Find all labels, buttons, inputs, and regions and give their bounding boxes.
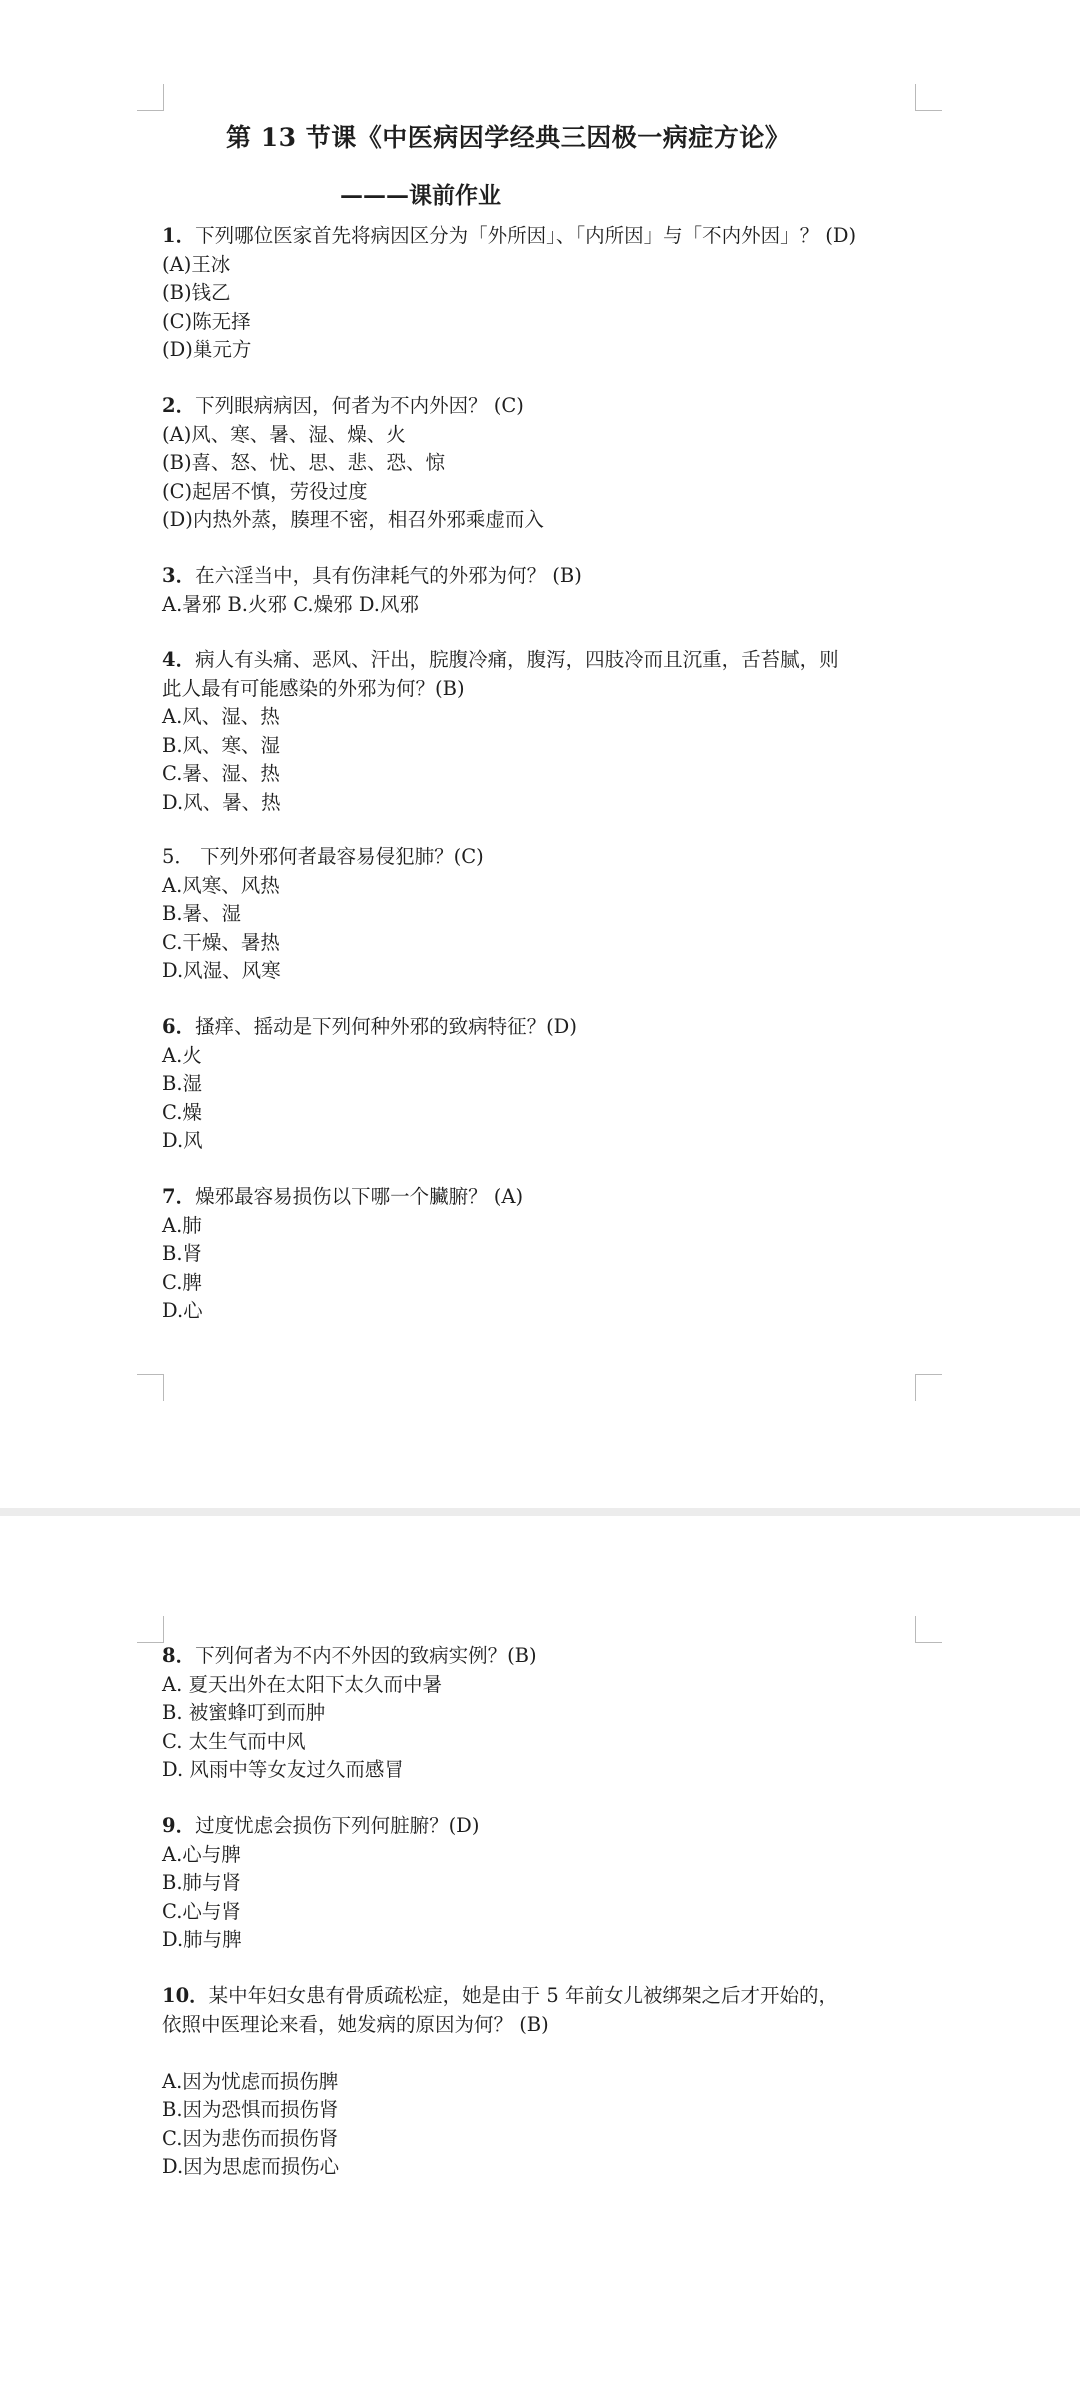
question-text: 过度忧虑会损伤下列何脏腑？(D) <box>195 1814 480 1837</box>
option: C.脾 <box>162 1270 202 1294</box>
question-6-stem <box>162 1013 942 1042</box>
option: B. 被蜜蜂叮到而肿 <box>162 1701 326 1724</box>
question-number: 10． <box>162 1984 209 2007</box>
option: (C)起居不慎，劳役过度 <box>162 479 368 503</box>
question-text: 下列外邪何者最容易侵犯肺？(C) <box>193 845 484 868</box>
question-number: 7． <box>162 1185 196 1208</box>
option: A.风、湿、热 <box>162 705 280 728</box>
question-text: 搔痒、摇动是下列何种外邪的致病特征？(D) <box>195 1015 577 1038</box>
question-number: 8． <box>162 1644 196 1667</box>
option: A.因为忧虑而损伤脾 <box>162 2069 339 2093</box>
document-subtitle: ———课前作业 <box>340 182 501 209</box>
option: (A)风、寒、暑、湿、燥、火 <box>162 422 406 446</box>
question-text: 下列何者为不内不外因的致病实例？(B) <box>195 1644 537 1667</box>
question-text: 下列眼病病因，何者为不内外因？ (C) <box>195 394 524 417</box>
question-4 <box>162 646 942 817</box>
option: (D)内热外蒸，腠理不密，相召外邪乘虚而入 <box>162 508 544 531</box>
option: C.心与肾 <box>162 1899 241 1923</box>
question-4-stem <box>162 646 942 675</box>
question-10-stem-continued: 依照中医理论来看，她发病的原因为何？ (B) <box>162 2012 549 2036</box>
question-text: 燥邪最容易损伤以下哪一个臟腑？ (A) <box>195 1185 524 1208</box>
question-number: 4． <box>162 648 196 671</box>
option: (D)巢元方 <box>162 338 252 361</box>
option: D.肺与脾 <box>162 1928 242 1951</box>
question-3-stem <box>162 562 942 591</box>
option: D.风湿、风寒 <box>162 959 281 982</box>
crop-mark-top-left <box>137 84 164 111</box>
question-3 <box>162 562 942 619</box>
option: B.肾 <box>162 1242 203 1265</box>
option: A.心与脾 <box>162 1842 241 1866</box>
question-number: 1． <box>162 224 196 247</box>
question-text: 下列哪位医家首先将病因区分为「外所因」、「内所因」与「不内外因」？ (D) <box>195 224 857 247</box>
question-number: 3． <box>162 564 196 587</box>
crop-mark-top-right <box>915 1616 942 1643</box>
option: A. 夏天出外在太阳下太久而中暑 <box>162 1672 442 1696</box>
option: B.因为恐惧而损伤肾 <box>162 2098 339 2121</box>
option: C.干燥、暑热 <box>162 930 280 954</box>
question-7 <box>162 1183 942 1326</box>
option: D.风、暑、热 <box>162 790 281 814</box>
question-9-stem <box>162 1812 942 1841</box>
question-8 <box>162 1642 942 1785</box>
document-page-2 <box>0 1516 1080 2400</box>
question-2 <box>162 392 942 535</box>
option: C.燥 <box>162 1100 202 1124</box>
document-title: 第 13 节课《中医病因学经典三因极一病症方论》 <box>226 123 791 152</box>
crop-mark-bottom-left <box>137 1374 164 1401</box>
blank-line <box>162 2039 942 2068</box>
option: C.因为悲伤而损伤肾 <box>162 2126 339 2150</box>
question-number: 5． <box>162 845 194 868</box>
option: D.因为思虑而损伤心 <box>162 2155 340 2178</box>
option: A.风寒、风热 <box>162 873 280 897</box>
option: B.风、寒、湿 <box>162 733 281 757</box>
question-6 <box>162 1013 942 1156</box>
option: (C)陈无择 <box>162 309 251 333</box>
option: C.暑、湿、热 <box>162 762 280 785</box>
question-text: 某中年妇女患有骨质疏松症，她是由于 5 年前女儿被绑架之后才开始的， <box>208 1984 838 2007</box>
question-number: 9． <box>162 1814 196 1837</box>
question-10-stem <box>162 1982 942 2011</box>
question-7-stem <box>162 1183 942 1212</box>
question-5-stem <box>162 843 942 872</box>
question-text: 病人有头痛、恶风、汗出，脘腹冷痛，腹泻，四肢冷而且沉重，舌苔腻，则 <box>195 648 839 671</box>
option: A.肺 <box>162 1213 202 1237</box>
question-number: 6． <box>162 1015 196 1038</box>
question-9 <box>162 1812 942 1955</box>
option: D. 风雨中等女友过久而感冒 <box>162 1758 404 1781</box>
option: (B)钱乙 <box>162 281 231 304</box>
page-separator <box>0 1508 1080 1516</box>
question-1-stem <box>162 222 942 251</box>
question-text: 在六淫当中，具有伤津耗气的外邪为何？ (B) <box>195 564 582 587</box>
question-1 <box>162 222 942 365</box>
option: C. 太生气而中风 <box>162 1729 306 1753</box>
question-4-stem-continued: 此人最有可能感染的外邪为何？(B) <box>162 676 465 700</box>
option: D.风 <box>162 1129 203 1152</box>
question-10 <box>162 1982 942 2182</box>
question-2-stem <box>162 392 942 421</box>
question-8-stem <box>162 1642 942 1671</box>
option: B.暑、湿 <box>162 902 242 925</box>
crop-mark-bottom-right <box>915 1374 942 1401</box>
option: A.暑邪 B.火邪 C.燥邪 D.风邪 <box>162 592 419 616</box>
option: (B)喜、怒、忧、思、悲、恐、惊 <box>162 451 446 474</box>
option: B.湿 <box>162 1072 203 1095</box>
question-5 <box>162 843 942 986</box>
option: A.火 <box>162 1043 202 1067</box>
crop-mark-top-right <box>915 84 942 111</box>
crop-mark-top-left <box>137 1616 164 1643</box>
option: D.心 <box>162 1299 203 1322</box>
option: (A)王冰 <box>162 252 231 276</box>
option: B.肺与肾 <box>162 1871 242 1894</box>
question-number: 2． <box>162 394 196 417</box>
